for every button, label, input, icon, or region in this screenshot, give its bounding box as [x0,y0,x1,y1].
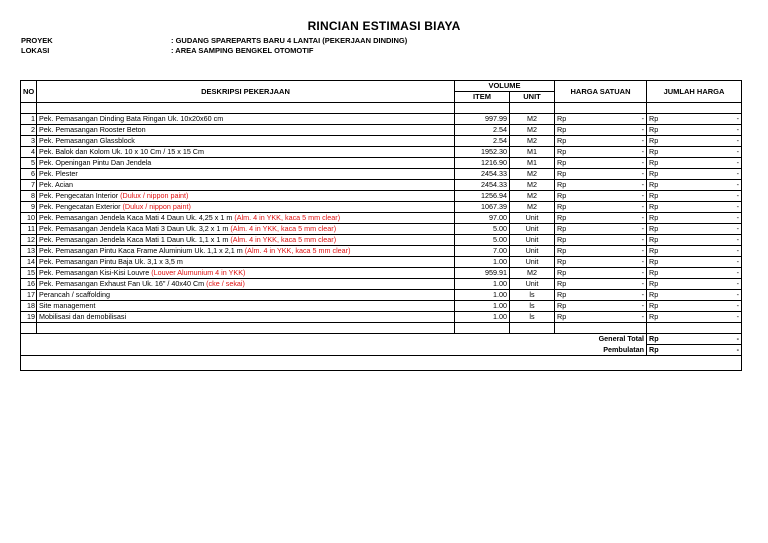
currency-label: Rp [649,301,659,310]
col-header-no: NO [21,81,37,103]
currency-label: Rp [557,235,567,244]
row-no: 4 [21,147,37,158]
row-description [37,147,455,158]
row-unit: Unit [510,246,555,257]
lokasi-value: : AREA SAMPING BENGKEL OTOMOTIF [171,46,314,55]
dash-value: - [641,125,644,134]
currency-label: Rp [649,191,659,200]
dash-value: - [641,224,644,233]
row-desc-note: (Dulux / nippon paint) [122,202,191,211]
row-item: 1.00 [455,290,510,301]
currency-label: Rp [649,257,659,266]
row-unit: ls [510,290,555,301]
row-unit: Unit [510,257,555,268]
dash-value: - [641,213,644,222]
row-unit: Unit [510,224,555,235]
currency-label: Rp [649,114,659,123]
currency-label: Rp [557,246,567,255]
row-unit: M2 [510,169,555,180]
table-row [21,224,742,235]
row-desc-note: (Alm. 4 in YKK, kaca 5 mm clear) [234,213,341,222]
currency-label: Rp [557,125,567,134]
dash-value: - [736,213,739,222]
table-row [21,312,742,323]
currency-label: Rp [649,312,659,321]
row-desc-text: Pek. Pemasangan Jendela Kaca Mati 1 Daun Uk. 1,1 x 1 m [39,235,231,244]
row-harga-satuan [555,301,647,312]
dash-value: - [641,169,644,178]
dash-value: - [641,246,644,255]
col-header-harga-satuan: HARGA SATUAN [555,81,647,103]
row-no: 13 [21,246,37,257]
currency-label: Rp [649,180,659,189]
row-item: 1256.94 [455,191,510,202]
row-item: 1.00 [455,257,510,268]
col-header-item: ITEM [455,92,510,103]
row-unit: ls [510,312,555,323]
table-row [21,125,742,136]
dash-value: - [641,202,644,211]
row-desc-note: (Dulux / nippon paint) [120,191,189,200]
row-description [37,279,455,290]
currency-label: Rp [649,202,659,211]
row-jumlah-harga [647,279,742,290]
row-harga-satuan [555,257,647,268]
estimate-table [20,80,742,371]
table-row [21,279,742,290]
lokasi-label: LOKASI [21,46,50,55]
currency-label: Rp [557,191,567,200]
currency-label: Rp [649,147,659,156]
row-no: 3 [21,136,37,147]
row-description [37,202,455,213]
row-desc-text: Pek. Balok dan Kolom Uk. 10 x 10 Cm / 15 x 15 Cm [39,147,204,156]
row-jumlah-harga [647,202,742,213]
row-harga-satuan [555,191,647,202]
dash-value: - [736,312,739,321]
row-jumlah-harga [647,147,742,158]
dash-value: - [641,191,644,200]
dash-value: - [736,125,739,134]
row-item: 2.54 [455,136,510,147]
table-row [21,290,742,301]
row-no: 12 [21,235,37,246]
table-row [21,301,742,312]
total-value [647,334,742,345]
row-description [37,114,455,125]
row-unit: Unit [510,235,555,246]
total-value [647,345,742,356]
row-description [37,246,455,257]
row-description [37,301,455,312]
row-no: 2 [21,125,37,136]
currency-label: Rp [557,114,567,123]
currency-label: Rp [649,213,659,222]
dash-value: - [736,334,739,343]
proyek-value: : GUDANG SPAREPARTS BARU 4 LANTAI (PEKERJAAN DINDING) [171,36,408,45]
row-harga-satuan [555,224,647,235]
col-header-unit: UNIT [510,92,555,103]
table-row [21,191,742,202]
row-no: 11 [21,224,37,235]
row-desc-text: Pek. Pengecatan Exterior [39,202,123,211]
currency-label: Rp [649,334,659,343]
row-harga-satuan [555,235,647,246]
row-no: 18 [21,301,37,312]
row-desc-text: Pek. Pengecatan Interior [39,191,121,200]
row-harga-satuan [555,158,647,169]
row-no: 16 [21,279,37,290]
row-jumlah-harga [647,268,742,279]
currency-label: Rp [557,147,567,156]
dash-value: - [641,180,644,189]
row-item: 1.00 [455,312,510,323]
row-description [37,268,455,279]
row-description [37,169,455,180]
row-unit: Unit [510,279,555,290]
row-jumlah-harga [647,136,742,147]
currency-label: Rp [557,312,567,321]
col-header-volume: VOLUME [455,81,555,92]
row-desc-text: Pek. Acian [39,180,73,189]
row-unit: M1 [510,158,555,169]
row-desc-text: Pek. Pemasangan Jendela Kaca Mati 4 Daun Uk. 4,25 x 1 m [39,213,235,222]
dash-value: - [736,279,739,288]
row-desc-note: (Alm. 4 in YKK, kaca 5 mm clear) [230,235,337,244]
currency-label: Rp [557,180,567,189]
currency-label: Rp [649,235,659,244]
row-no: 6 [21,169,37,180]
row-harga-satuan [555,180,647,191]
row-description [37,235,455,246]
row-jumlah-harga [647,301,742,312]
currency-label: Rp [557,279,567,288]
row-description [37,136,455,147]
row-no: 14 [21,257,37,268]
row-desc-text: Site management [39,301,96,310]
general-total-row [21,334,742,345]
currency-label: Rp [649,290,659,299]
row-desc-note: (Alm. 4 in YKK, kaca 5 mm clear) [244,246,351,255]
row-harga-satuan [555,202,647,213]
dash-value: - [736,246,739,255]
table-row [21,169,742,180]
pembulatan-row [21,345,742,356]
dash-value: - [736,235,739,244]
row-unit: M2 [510,136,555,147]
currency-label: Rp [557,169,567,178]
currency-label: Rp [649,169,659,178]
row-desc-text: Pek. Pemasangan Rooster Beton [39,125,146,134]
dash-value: - [641,279,644,288]
document-title: RINCIAN ESTIMASI BIAYA [307,19,461,33]
row-desc-text: Mobilisasi dan demobilisasi [39,312,127,321]
row-item: 1952.30 [455,147,510,158]
row-desc-text: Pek. Pemasangan Kisi-Kisi Louvre [39,268,152,277]
table-row [21,257,742,268]
row-jumlah-harga [647,290,742,301]
row-desc-text: Pek. Pemasangan Glassblock [39,136,135,145]
table-row [21,136,742,147]
row-desc-text: Pek. Plester [39,169,78,178]
row-desc-note: (cke / sekai) [206,279,245,288]
row-item: 1.00 [455,279,510,290]
row-no: 10 [21,213,37,224]
row-harga-satuan [555,136,647,147]
dash-value: - [736,224,739,233]
dash-value: - [641,158,644,167]
row-jumlah-harga [647,158,742,169]
row-item: 2454.33 [455,169,510,180]
dash-value: - [736,268,739,277]
row-no: 8 [21,191,37,202]
row-no: 1 [21,114,37,125]
row-item: 1216.90 [455,158,510,169]
row-jumlah-harga [647,224,742,235]
total-label: Pembulatan [21,345,647,356]
table-row [21,213,742,224]
row-jumlah-harga [647,235,742,246]
currency-label: Rp [649,268,659,277]
spacer-row [21,103,742,114]
currency-label: Rp [557,268,567,277]
table-row [21,202,742,213]
row-jumlah-harga [647,257,742,268]
row-item: 1067.39 [455,202,510,213]
table-row [21,235,742,246]
dash-value: - [641,312,644,321]
currency-label: Rp [649,158,659,167]
currency-label: Rp [557,202,567,211]
row-harga-satuan [555,114,647,125]
dash-value: - [736,180,739,189]
row-harga-satuan [555,290,647,301]
dash-value: - [736,136,739,145]
dash-value: - [641,114,644,123]
row-desc-text: Pek. Pemasangan Pintu Baja Uk. 3,1 x 3,5 m [39,257,183,266]
row-item: 997.99 [455,114,510,125]
row-item: 7.00 [455,246,510,257]
row-no: 7 [21,180,37,191]
row-harga-satuan [555,213,647,224]
dash-value: - [641,290,644,299]
currency-label: Rp [649,279,659,288]
total-label: General Total [21,334,647,345]
row-unit: M2 [510,268,555,279]
row-desc-note: (Alm. 4 in YKK, kaca 5 mm clear) [230,224,337,233]
currency-label: Rp [557,224,567,233]
row-description [37,213,455,224]
row-harga-satuan [555,312,647,323]
row-description [37,158,455,169]
row-jumlah-harga [647,169,742,180]
row-jumlah-harga [647,114,742,125]
currency-label: Rp [649,345,659,354]
currency-label: Rp [649,246,659,255]
row-description [37,125,455,136]
dash-value: - [736,114,739,123]
currency-label: Rp [557,136,567,145]
row-description [37,290,455,301]
row-description [37,224,455,235]
row-item: 5.00 [455,235,510,246]
row-desc-text: Pek. Pemasangan Exhaust Fan Uk. 16" / 40x40 Cm [39,279,207,288]
dash-value: - [736,301,739,310]
row-unit: M2 [510,202,555,213]
row-description [37,257,455,268]
row-desc-text: Pek. Pemasangan Pintu Kaca Frame Aluminium Uk. 1,1 x 2,1 m [39,246,245,255]
table-row [21,158,742,169]
row-no: 9 [21,202,37,213]
table-row [21,268,742,279]
row-jumlah-harga [647,125,742,136]
row-harga-satuan [555,268,647,279]
col-header-deskripsi: DESKRIPSI PEKERJAAN [37,81,455,103]
table-row [21,147,742,158]
dash-value: - [736,290,739,299]
dash-value: - [736,169,739,178]
row-item: 2.54 [455,125,510,136]
dash-value: - [641,235,644,244]
row-desc-text: Perancah / scaffolding [39,290,110,299]
row-item: 1.00 [455,301,510,312]
row-harga-satuan [555,246,647,257]
row-unit: M2 [510,180,555,191]
footer-row [21,356,742,371]
dash-value: - [736,147,739,156]
currency-label: Rp [649,224,659,233]
row-no: 5 [21,158,37,169]
row-jumlah-harga [647,180,742,191]
row-jumlah-harga [647,312,742,323]
row-harga-satuan [555,169,647,180]
col-header-jumlah-harga: JUMLAH HARGA [647,81,742,103]
proyek-label: PROYEK [21,36,53,45]
row-desc-text: Pek. Pemasangan Dinding Bata Ringan Uk. 10x20x60 cm [39,114,224,123]
dash-value: - [641,147,644,156]
currency-label: Rp [649,136,659,145]
currency-label: Rp [557,213,567,222]
currency-label: Rp [557,301,567,310]
dash-value: - [736,345,739,354]
row-unit: M2 [510,125,555,136]
row-item: 97.00 [455,213,510,224]
currency-label: Rp [557,257,567,266]
table-row [21,180,742,191]
row-no: 15 [21,268,37,279]
row-item: 2454.33 [455,180,510,191]
row-desc-text: Pek. Openingan Pintu Dan Jendela [39,158,152,167]
row-harga-satuan [555,279,647,290]
row-harga-satuan [555,125,647,136]
row-desc-text: Pek. Pemasangan Jendela Kaca Mati 3 Daun Uk. 3,2 x 1 m [39,224,231,233]
row-jumlah-harga [647,246,742,257]
dash-value: - [641,301,644,310]
row-item: 959.91 [455,268,510,279]
row-unit: M2 [510,114,555,125]
row-item: 5.00 [455,224,510,235]
row-description [37,191,455,202]
table-row [21,114,742,125]
row-unit: Unit [510,213,555,224]
row-unit: M2 [510,191,555,202]
row-desc-note: (Louver Alumunium 4 in YKK) [151,268,246,277]
dash-value: - [736,158,739,167]
spacer-row [21,323,742,334]
row-description [37,312,455,323]
dash-value: - [736,191,739,200]
row-no: 19 [21,312,37,323]
row-jumlah-harga [647,191,742,202]
dash-value: - [641,257,644,266]
table-row [21,246,742,257]
dash-value: - [641,136,644,145]
row-description [37,180,455,191]
row-unit: M1 [510,147,555,158]
row-no: 17 [21,290,37,301]
dash-value: - [736,257,739,266]
currency-label: Rp [649,125,659,134]
row-jumlah-harga [647,213,742,224]
currency-label: Rp [557,158,567,167]
dash-value: - [641,268,644,277]
dash-value: - [736,202,739,211]
currency-label: Rp [557,290,567,299]
row-harga-satuan [555,147,647,158]
row-unit: ls [510,301,555,312]
